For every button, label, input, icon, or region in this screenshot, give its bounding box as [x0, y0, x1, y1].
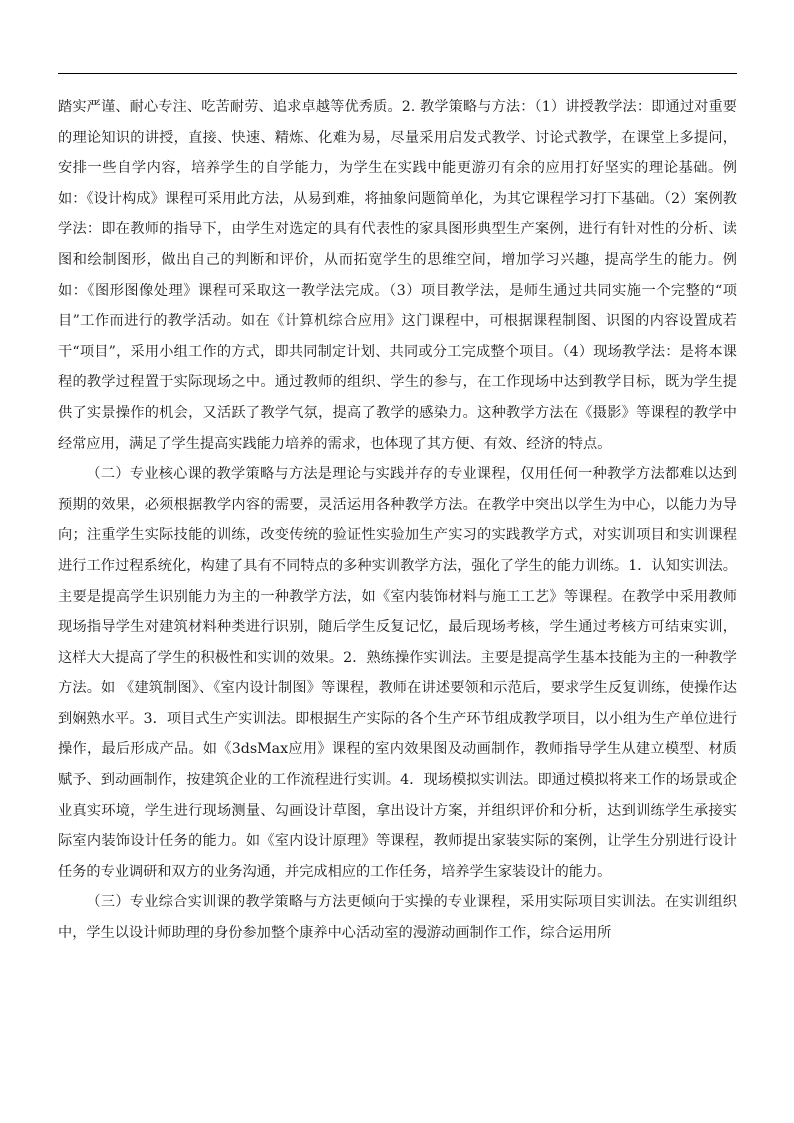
paragraph-teaching-methods: 踏实严谨、耐心专注、吃苦耐劳、追求卓越等优秀质。2. 教学策略与方法：（1）讲授教学法：即通过对重要的理论知识的讲授，直接、快速、精炼、化难为易，尽量采用启发式教学、讨论式教学，在课堂上多提问，安排一些自学内容，培养学生的自学能力，为学生在实践中能更游刃有余的应用打好坚实的理论基础。例如：《设计构成》课程可采用此方法，从易到难，将抽象问题简单化，为其它课程学习打下基础。（2）案例教学法：即在教师的指导下，由学生对选定的具有代表性的家具图形典型生产案例，进行有针对性的分析、读图和绘制图形，做出自己的判断和评价，从而拓宽学生的思维空间，增加学习兴趣，提高学生的能力。例如：《图形图像处理》课程可采取这一教学法完成。（3）项目教学法，是师生通过共同实施一个完整的“项目”工作而进行的教学活动。如在《计算机综合应用》这门课程中，可根据课程制图、识图的内容设置成若干“项目”，采用小组工作的方式，即共同制定计划、共同或分工完成整个项目。（4）现场教学法：是将本课程的教学过程置于实际现场之中。通过教师的组织、学生的参与，在工作现场中达到教学目标，既为学生提供了实景操作的机会，又活跃了教学气氛，提高了教学的感染力。这种教学方法在《摄影》等课程的教学中经常应用，满足了学生提高实践能力培养的需求，也体现了其方便、有效、经济的特点。 — [58, 99, 737, 452]
document-body — [58, 92, 737, 949]
header-rule — [58, 73, 737, 74]
paragraph-core-course-strategies: （二）专业核心课的教学策略与方法是理论与实践并存的专业课程，仅用任何一种教学方法都难以达到预期的效果，必须根据教学内容的需要，灵活运用各种教学方法。在教学中突出以学生为中心，以能力为导向；注重学生实际技能的训练，改变传统的验证性实验加生产实习的实践教学方式，对实训项目和实训课程进行工作过程系统化，构建了具有不同特点的多种实训教学方法，强化了学生的能力训练。1．认知实训法。主要是提高学生识别能力为主的一种教学方法，如《室内装饰材料与施工工艺》等课程。在教学中采用教师现场指导学生对建筑材料种类进行识别，随后学生反复记忆，最后现场考核，学生通过考核方可结束实训，这样大大提高了学生的积极性和实训的效果。2．熟练操作实训法。主要是提高学生基本技能为主的一种教学方法。如 《建筑制图》、《室内设计制图》等课程，教师在讲述要领和示范后，要求学生反复训练，使操作达到娴熟水平。3．项目式生产实训法。即根据生产实际的各个生产环节组成教学项目，以小组为生产单位进行操作，最后形成产品。如《3dsMax应用》课程的室内效果图及动画制作，教师指导学生从建立模型、材质赋予、到动画制作，按建筑企业的工作流程进行实训。4．现场模拟实训法。即通过模拟将来工作的场景或企业真实环境，学生进行现场测量、勾画设计草图，拿出设计方案，并组织评价和分析，达到训练学生承接实际室内装饰设计任务的能力。如《室内设计原理》等课程，教师提出家装实际的案例，让学生分别进行设计任务的专业调研和双方的业务沟通，并完成相应的工作任务，培养学生家装设计的能力。 — [58, 466, 737, 880]
paragraph-comprehensive-training: （三）专业综合实训课的教学策略与方法更倾向于实操的专业课程，采用实际项目实训法。在实训组织中，学生以设计师助理的身份参加整个康养中心活动室的漫游动画制作工作，综合运用所 — [58, 894, 737, 942]
